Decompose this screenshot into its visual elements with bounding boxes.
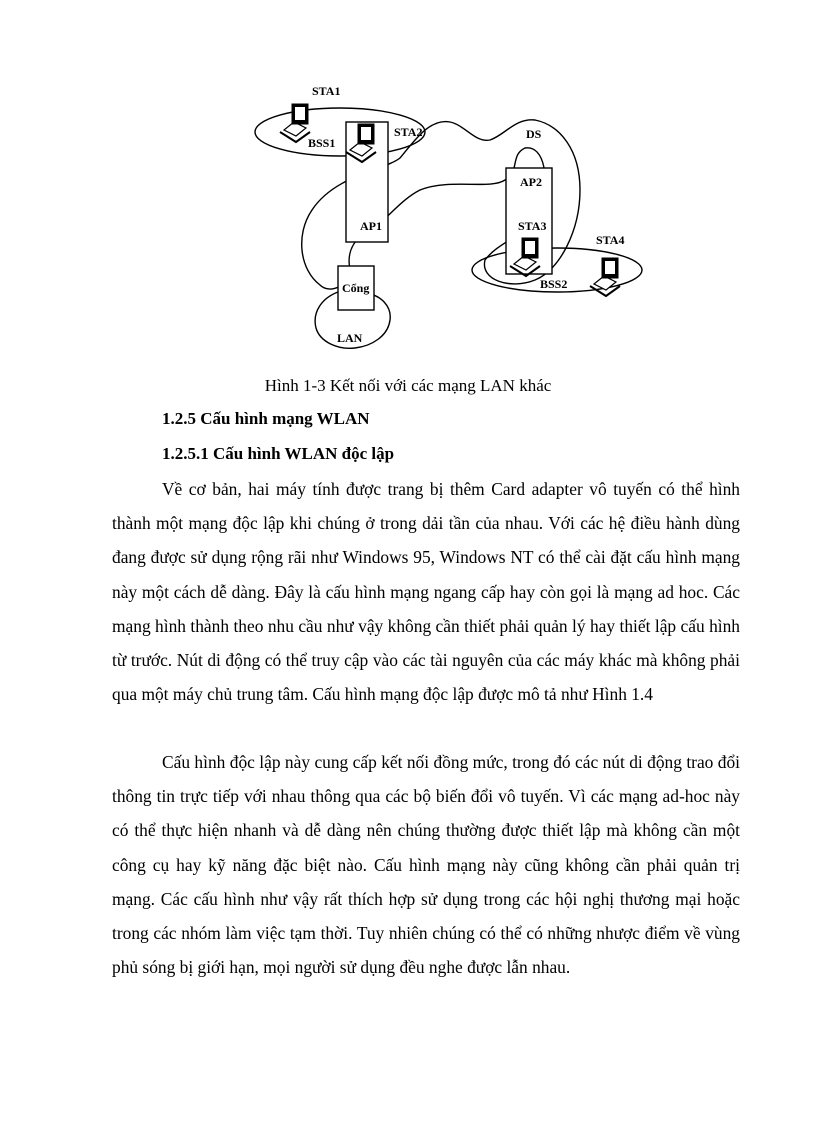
paragraph-1: Về cơ bản, hai máy tính được trang bị thêm Card adapter vô tuyến có thể hình thành một mạng độc lập khi chúng ở trong dải tần của nhau. Với các hệ điều hành dùng đang được sử dụng rộng rãi như Windows 95, Windows NT có thể cài đặt cấu hình mạng này một cách dễ dàng. Đây là cấu hình mạng ngang cấp hay còn gọi là mạng ad hoc. Các mạng hình thành theo nhu cầu như vậy không cần thiết phải quản lý hay thiết lập cấu hình từ trước. Nút di động có thể truy cập vào các tài nguyên của các máy khác mà không phải qua một máy chủ trung tâm. Cấu hình mạng độc lập được mô tả như Hình 1.4 <box>112 479 740 705</box>
label-ds: DS <box>526 127 542 141</box>
label-ap2: AP2 <box>520 175 542 189</box>
paragraph-2: Cấu hình độc lập này cung cấp kết nối đồng mức, trong đó các nút di động trao đổi thông tin trực tiếp với nhau thông qua các bộ biến đổi vô tuyến. Vì các mạng ad-hoc này có thể thực hiện nhanh và dễ dàng nên chúng thường được thiết lập mà không cần một công cụ hay kỹ năng đặc biệt nào. Cấu hình mạng này cũng không cần phải quản trị mạng. Các cấu hình như vậy rất thích hợp sử dụng trong các hội nghị thương mại hoặc trong các nhóm làm việc tạm thời. Tuy nhiên chúng có thể có những nhược điểm về vùng phủ sóng bị giới hạn, mọi người sử dụng đều nghe được lẫn nhau. <box>112 752 740 978</box>
label-sta4: STA4 <box>596 233 625 247</box>
network-diagram-svg <box>250 80 650 360</box>
figure-caption: Hình 1-3 Kết nối với các mạng LAN khác <box>264 376 552 395</box>
subsection-heading: 1.2.5.1 Cấu hình WLAN độc lập <box>162 444 395 463</box>
label-bss1: BSS1 <box>308 136 336 150</box>
network-diagram <box>250 80 650 360</box>
label-sta3: STA3 <box>518 219 547 233</box>
label-bss2: BSS2 <box>540 277 568 291</box>
label-sta1: STA1 <box>312 84 341 98</box>
label-ap1: AP1 <box>360 219 382 233</box>
sta1-computer-icon <box>280 104 310 142</box>
label-gateway: Cổng <box>342 281 370 295</box>
label-lan: LAN <box>337 331 363 345</box>
section-heading: 1.2.5 Cấu hình mạng WLAN <box>162 409 370 428</box>
label-sta2: STA2 <box>394 125 423 139</box>
